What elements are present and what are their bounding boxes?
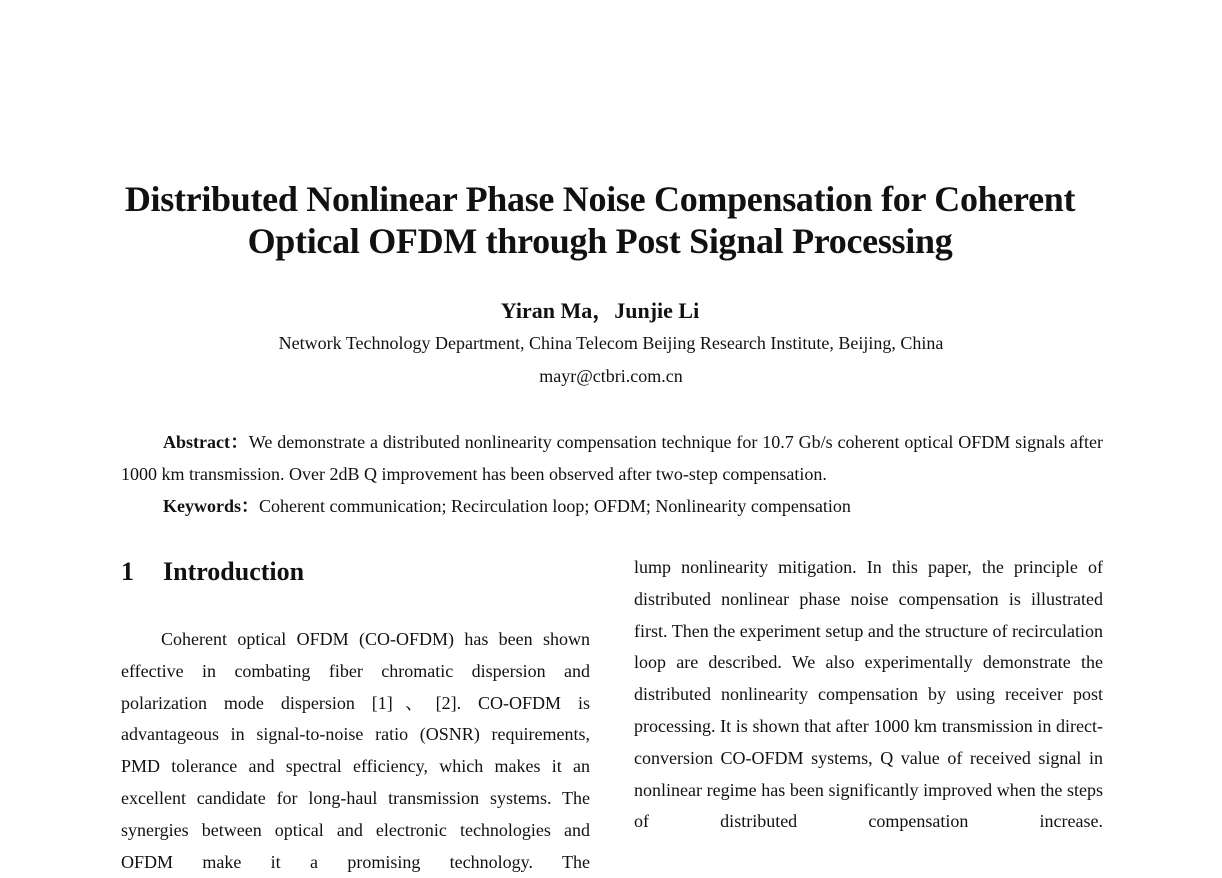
title-line-2: Optical OFDM through Post Signal Processing [247, 221, 953, 261]
keywords-paragraph [121, 490, 1103, 522]
section-number: 1 [121, 557, 134, 586]
abstract-block [121, 426, 1103, 522]
left-column [121, 624, 590, 878]
keywords-text: Coherent communication; Recirculation loop; OFDM; Nonlinearity compensation [259, 496, 851, 516]
abstract-text: We demonstrate a distributed nonlinearity compensation technique for 10.7 Gb/s coherent optical OFDM signals after 1000 km transmission. Over 2dB Q improvement has been observed after two-step compensation. [121, 432, 1103, 484]
abstract-paragraph [121, 426, 1103, 490]
section-heading [121, 554, 304, 590]
section-title: Introduction [163, 557, 305, 586]
abstract-label: Abstract： [163, 432, 249, 452]
author-email: mayr@ctbri.com.cn [539, 366, 683, 386]
affiliation: Network Technology Department, China Telecom Beijing Research Institute, Beijing, China [278, 333, 944, 353]
keywords-label: Keywords： [163, 496, 259, 516]
paper-title [0, 178, 1200, 262]
title-line-1: Distributed Nonlinear Phase Noise Compensation for Coherent [124, 179, 1076, 219]
intro-paragraph: Coherent optical OFDM (CO-OFDM) has been shown effective in combating fiber chromatic dispersion and polarization mode dispersion [1]、[2]. CO-OFDM is advantageous in signal-to-noise ratio (OSNR) requirements, PMD tolerance and spectral efficiency, which makes it an excellent candidate for long-haul transmission systems. The synergies between optical and electronic technologies and OFDM make it a promising technology. The [121, 629, 590, 872]
intro-continuation-paragraph: lump nonlinearity mitigation. In this paper, the principle of distributed nonlinear phase noise compensation is illustrated first. Then the experiment setup and the structure of recirculation loop are described. We also experimentally demonstrate the distributed nonlinearity compensation by using receiver post processing. It is shown that after 1000 km transmission in direct-conversion CO-OFDM systems, Q value of received signal in nonlinear regime has been significantly improved when the steps of distributed compensation increase. [634, 557, 1103, 832]
right-column [634, 552, 1103, 838]
author-list: Yiran Ma，Junjie Li [500, 298, 700, 323]
